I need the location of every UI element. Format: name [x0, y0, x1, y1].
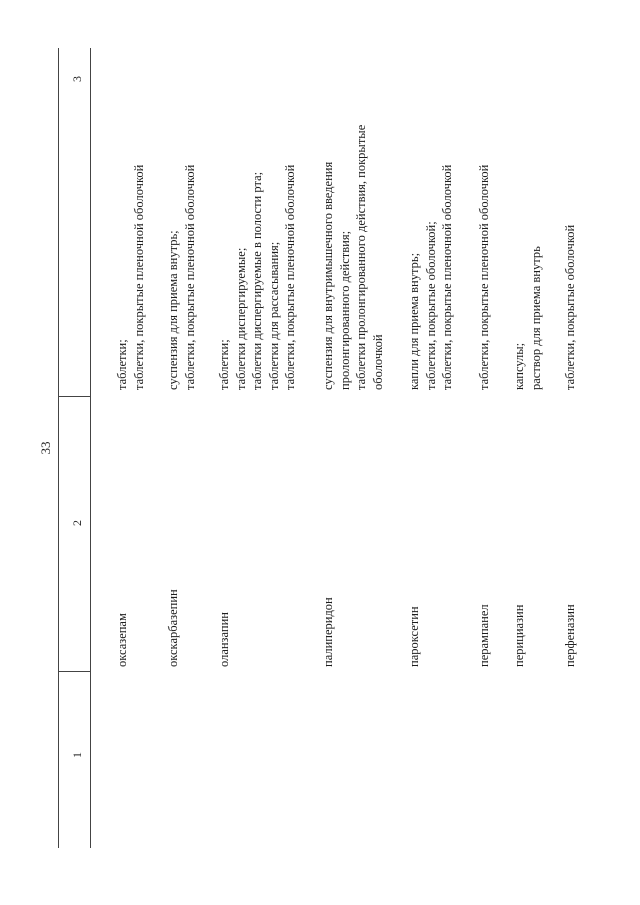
- dosage-form: таблетки диспергируемые в полости рта;: [250, 171, 264, 390]
- dosage-forms: [320, 60, 386, 390]
- drug-name: окскарбазепин: [166, 589, 180, 667]
- dosage-form: суспензия для внутримышечного введения: [321, 161, 335, 390]
- dosage-form: таблетки, покрытые оболочкой;: [423, 221, 438, 390]
- drug-name: оксазепам: [115, 613, 129, 667]
- header-col-3: 3: [70, 76, 84, 82]
- dosage-form: капсулы;: [512, 342, 526, 390]
- dosage-form: таблетки;: [115, 339, 129, 390]
- drug-name: пароксетин: [407, 606, 421, 667]
- drug-name: перфеназин: [563, 604, 577, 667]
- dosage-form: таблетки пролонгированного действия, покрытые: [354, 124, 368, 390]
- drug-name: перампанел: [477, 604, 491, 667]
- column-divider-1: [58, 671, 91, 672]
- drug-name: перициазин: [512, 604, 526, 667]
- dosage-form: пролонгированного действия;: [337, 230, 352, 390]
- dosage-form: таблетки;: [217, 339, 231, 390]
- header-col-1: 1: [70, 752, 84, 758]
- column-divider-2: [58, 396, 91, 397]
- dosage-form: таблетки, покрытые пленочной оболочкой: [477, 164, 491, 390]
- page-number: 33: [38, 441, 53, 455]
- dosage-form: таблетки для рассасывания;: [266, 241, 281, 390]
- drug-name: палиперидон: [321, 597, 335, 667]
- header-bottom-border: [90, 48, 91, 848]
- table-top-border: [58, 48, 59, 848]
- dosage-form: суспензия для приема внутрь;: [166, 230, 180, 390]
- dosage-forms: [216, 60, 299, 390]
- dosage-form: таблетки, покрытые пленочной оболочкой: [440, 164, 454, 390]
- dosage-form: таблетки, покрытые пленочной оболочкой: [283, 164, 297, 390]
- dosage-form: капли для приема внутрь;: [407, 252, 421, 390]
- dosage-forms: [476, 60, 493, 390]
- dosage-forms: [511, 60, 544, 390]
- header-col-2: 2: [70, 520, 84, 526]
- dosage-form: раствор для приема внутрь: [528, 246, 543, 390]
- dosage-form: таблетки, покрытые оболочкой: [563, 224, 577, 390]
- dosage-form: таблетки, покрытые пленочной оболочкой: [182, 164, 197, 390]
- dosage-forms: [165, 60, 198, 390]
- dosage-forms: [406, 60, 456, 390]
- dosage-form: оболочкой: [370, 334, 385, 390]
- drug-name: оланзапин: [217, 612, 231, 667]
- dosage-forms: [114, 60, 147, 390]
- dosage-form: таблетки, покрытые пленочной оболочкой: [131, 164, 146, 390]
- dosage-form: таблетки диспергируемые;: [233, 247, 248, 390]
- dosage-forms: [562, 60, 579, 390]
